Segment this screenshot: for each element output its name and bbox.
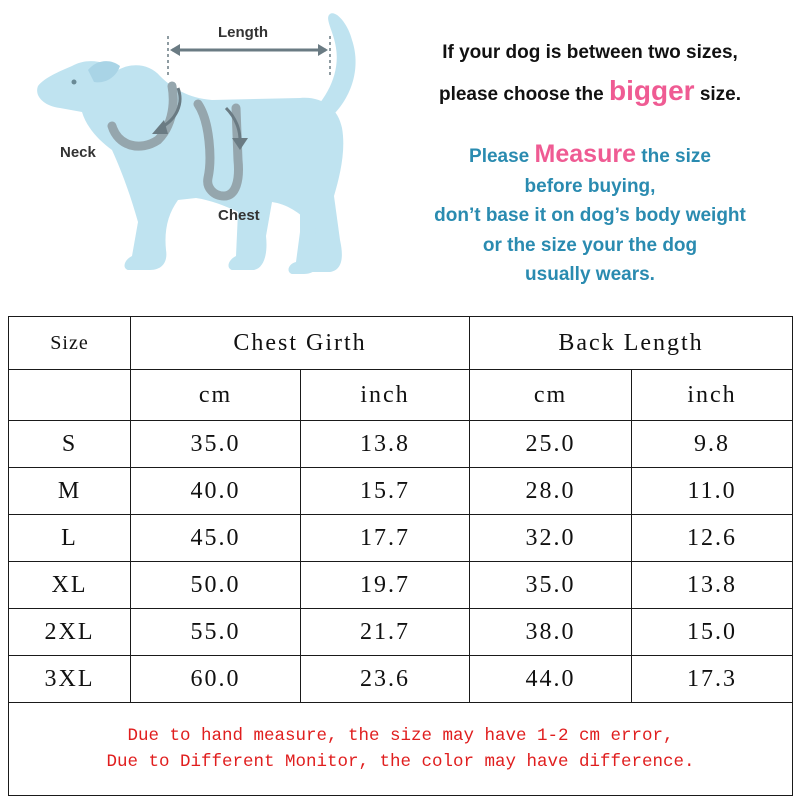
note-line-3b: the size <box>635 146 711 167</box>
measure-highlight: Measure <box>534 140 636 168</box>
chest-cm-cell: 60.0 <box>131 656 301 703</box>
back-inch-cell: 9.8 <box>632 421 793 468</box>
chest-cm-cell: 40.0 <box>131 468 301 515</box>
chest-cm-cell: 35.0 <box>131 421 301 468</box>
neck-label: Neck <box>60 144 96 161</box>
note-line-7: usually wears. <box>525 264 655 285</box>
back-cm-cell: 28.0 <box>470 468 632 515</box>
back-cm-cell: 25.0 <box>470 421 632 468</box>
back-inch-cell: 11.0 <box>632 468 793 515</box>
back-inch-cell: 17.3 <box>632 656 793 703</box>
disclaimer-cell <box>9 703 793 796</box>
chest-cm-cell: 55.0 <box>131 609 301 656</box>
table-row <box>9 562 793 609</box>
chest-inch-cell: 13.8 <box>301 421 470 468</box>
measure-note <box>380 140 800 290</box>
chest-label: Chest <box>218 207 260 224</box>
chest-inch-cell: 19.7 <box>301 562 470 609</box>
back-cm-cell: 44.0 <box>470 656 632 703</box>
back-inch-cell: 13.8 <box>632 562 793 609</box>
chest-inch-cell: 21.7 <box>301 609 470 656</box>
table-header-row <box>9 317 793 370</box>
back-inch-cell: 15.0 <box>632 609 793 656</box>
back-cm-cell: 38.0 <box>470 609 632 656</box>
back-length-header: Back Length <box>470 317 793 370</box>
table-footer-row <box>9 703 793 796</box>
chest-girth-header: Chest Girth <box>131 317 470 370</box>
back-cm-header: cm <box>470 370 632 421</box>
size-chart-table <box>8 316 793 796</box>
between-sizes-note <box>380 34 800 114</box>
size-cell: 2XL <box>9 609 131 656</box>
size-cell: M <box>9 468 131 515</box>
size-header: Size <box>9 317 131 370</box>
table-row <box>9 421 793 468</box>
size-cell: 3XL <box>9 656 131 703</box>
size-cell: L <box>9 515 131 562</box>
note-line-2a: please choose the <box>438 84 609 105</box>
disclaimer-line-1: Due to hand measure, the size may have 1-2 cm error, <box>127 726 674 746</box>
size-cell: S <box>9 421 131 468</box>
chest-cm-cell: 45.0 <box>131 515 301 562</box>
table-unit-row <box>9 370 793 421</box>
table-row <box>9 656 793 703</box>
disclaimer-line-2: Due to Different Monitor, the color may have difference. <box>106 752 695 772</box>
back-inch-header: inch <box>632 370 793 421</box>
sizing-notes <box>380 0 800 300</box>
note-line-6: or the size your the dog <box>482 234 698 256</box>
back-cm-cell: 35.0 <box>470 562 632 609</box>
bigger-highlight: bigger <box>608 75 695 106</box>
note-line-1: If your dog is between two sizes, <box>442 42 738 63</box>
dog-measurement-illustration <box>0 0 400 300</box>
chest-inch-cell: 23.6 <box>301 656 470 703</box>
note-line-5: don’t base it on dog’s body weight <box>434 205 746 226</box>
size-cell: XL <box>9 562 131 609</box>
chest-inch-header: inch <box>301 370 470 421</box>
note-line-4: before buying, <box>524 175 656 197</box>
unit-blank-cell <box>9 370 131 421</box>
note-line-2b: size. <box>694 84 742 105</box>
chest-inch-cell: 15.7 <box>301 468 470 515</box>
length-label: Length <box>218 24 268 41</box>
chest-cm-cell: 50.0 <box>131 562 301 609</box>
chest-cm-header: cm <box>131 370 301 421</box>
table-row <box>9 468 793 515</box>
back-inch-cell: 12.6 <box>632 515 793 562</box>
table-row <box>9 609 793 656</box>
chest-inch-cell: 17.7 <box>301 515 470 562</box>
back-cm-cell: 32.0 <box>470 515 632 562</box>
table-row <box>9 515 793 562</box>
note-line-3a: Please <box>469 146 535 167</box>
